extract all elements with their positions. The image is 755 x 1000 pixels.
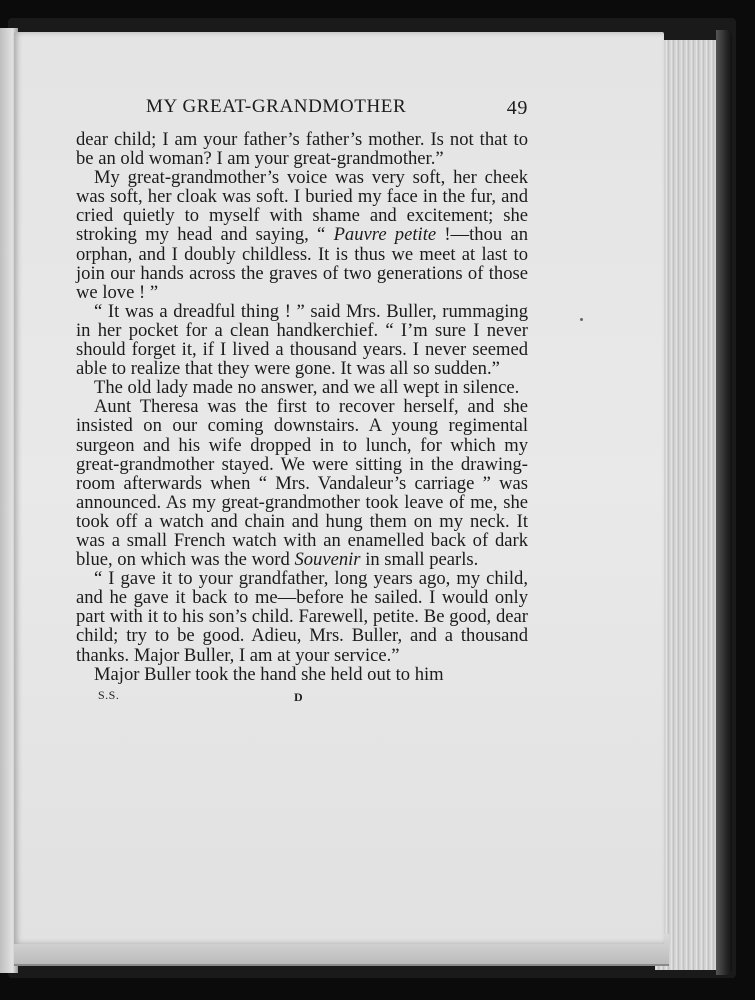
text-run: The old lady made no answer, and we all wept in silence. xyxy=(94,377,520,399)
paragraph xyxy=(76,378,528,397)
text-run: “ I gave it to your grandfather, long years ago, my child, and he gave it back to me—before he sailed. I would only part with it to his son’s child. Farewell, petite. Be good, dear child; try to be good. Adieu, Mrs. Buller, and a thousand thanks. Major Buller, I am at your service.” xyxy=(76,568,528,666)
italic-phrase: Pauvre petite xyxy=(333,224,437,246)
paragraph xyxy=(76,665,528,684)
page-edges xyxy=(655,40,725,970)
signature-mark-left: S.S. xyxy=(98,687,120,702)
running-head-title: MY GREAT-GRANDMOTHER xyxy=(146,96,407,117)
text-run: dear child; I am your father’s father’s mother. Is not that to be an old woman? I am your great-grandmother.” xyxy=(76,129,528,170)
italic-phrase: Souvenir xyxy=(294,549,361,571)
paper-speck xyxy=(580,318,583,321)
signature-mark: D xyxy=(294,689,304,704)
paragraph xyxy=(76,130,528,168)
signature-line xyxy=(76,688,528,708)
text-run: Major Buller took the hand she held out to him xyxy=(94,663,444,685)
text-run: My great-grandmother’s voice was very soft, her cheek was soft, her cloak was soft. I buried my face in the fur, and cried quietly to myself with shame and excitement; she stroking my head and saying, “ xyxy=(76,167,528,246)
book-cover-edge xyxy=(716,30,732,975)
paragraph xyxy=(76,569,528,664)
text-run: in small pearls. xyxy=(360,549,479,571)
paragraph xyxy=(76,397,528,569)
text-run: Aunt Theresa was the first to recover herself, and she insisted on our coming downstairs. A young regimental surgeon and his wife dropped in to lunch, for which my great-grandmother stayed. We were sitting in the drawing-room afterwards when “ Mrs. Vandaleur’s carriage ” was announced. As my great-grandmother took leave of me, she took off a watch and chain and hung them on my neck. It was a small French watch with an enamelled back of dark blue, on which was the word xyxy=(76,396,528,571)
body-text xyxy=(76,130,528,684)
text-run: !—thou an orphan, and I doubly childless. It is thus we meet at last to join our hands across the graves of two generations of those we love ! ” xyxy=(76,224,528,303)
text-run: “ It was a dreadful thing ! ” said Mrs. Buller, rummaging in her pocket for a clean handkerchief. “ I’m sure I never should forget it, if I lived a thousand years. I never seemed able to realize that they were gone. It was all so sudden.” xyxy=(76,300,528,380)
page-text xyxy=(76,96,528,708)
paragraph xyxy=(76,168,528,302)
paragraph xyxy=(76,302,528,378)
page-number: 49 xyxy=(506,97,528,119)
running-head xyxy=(76,96,528,130)
